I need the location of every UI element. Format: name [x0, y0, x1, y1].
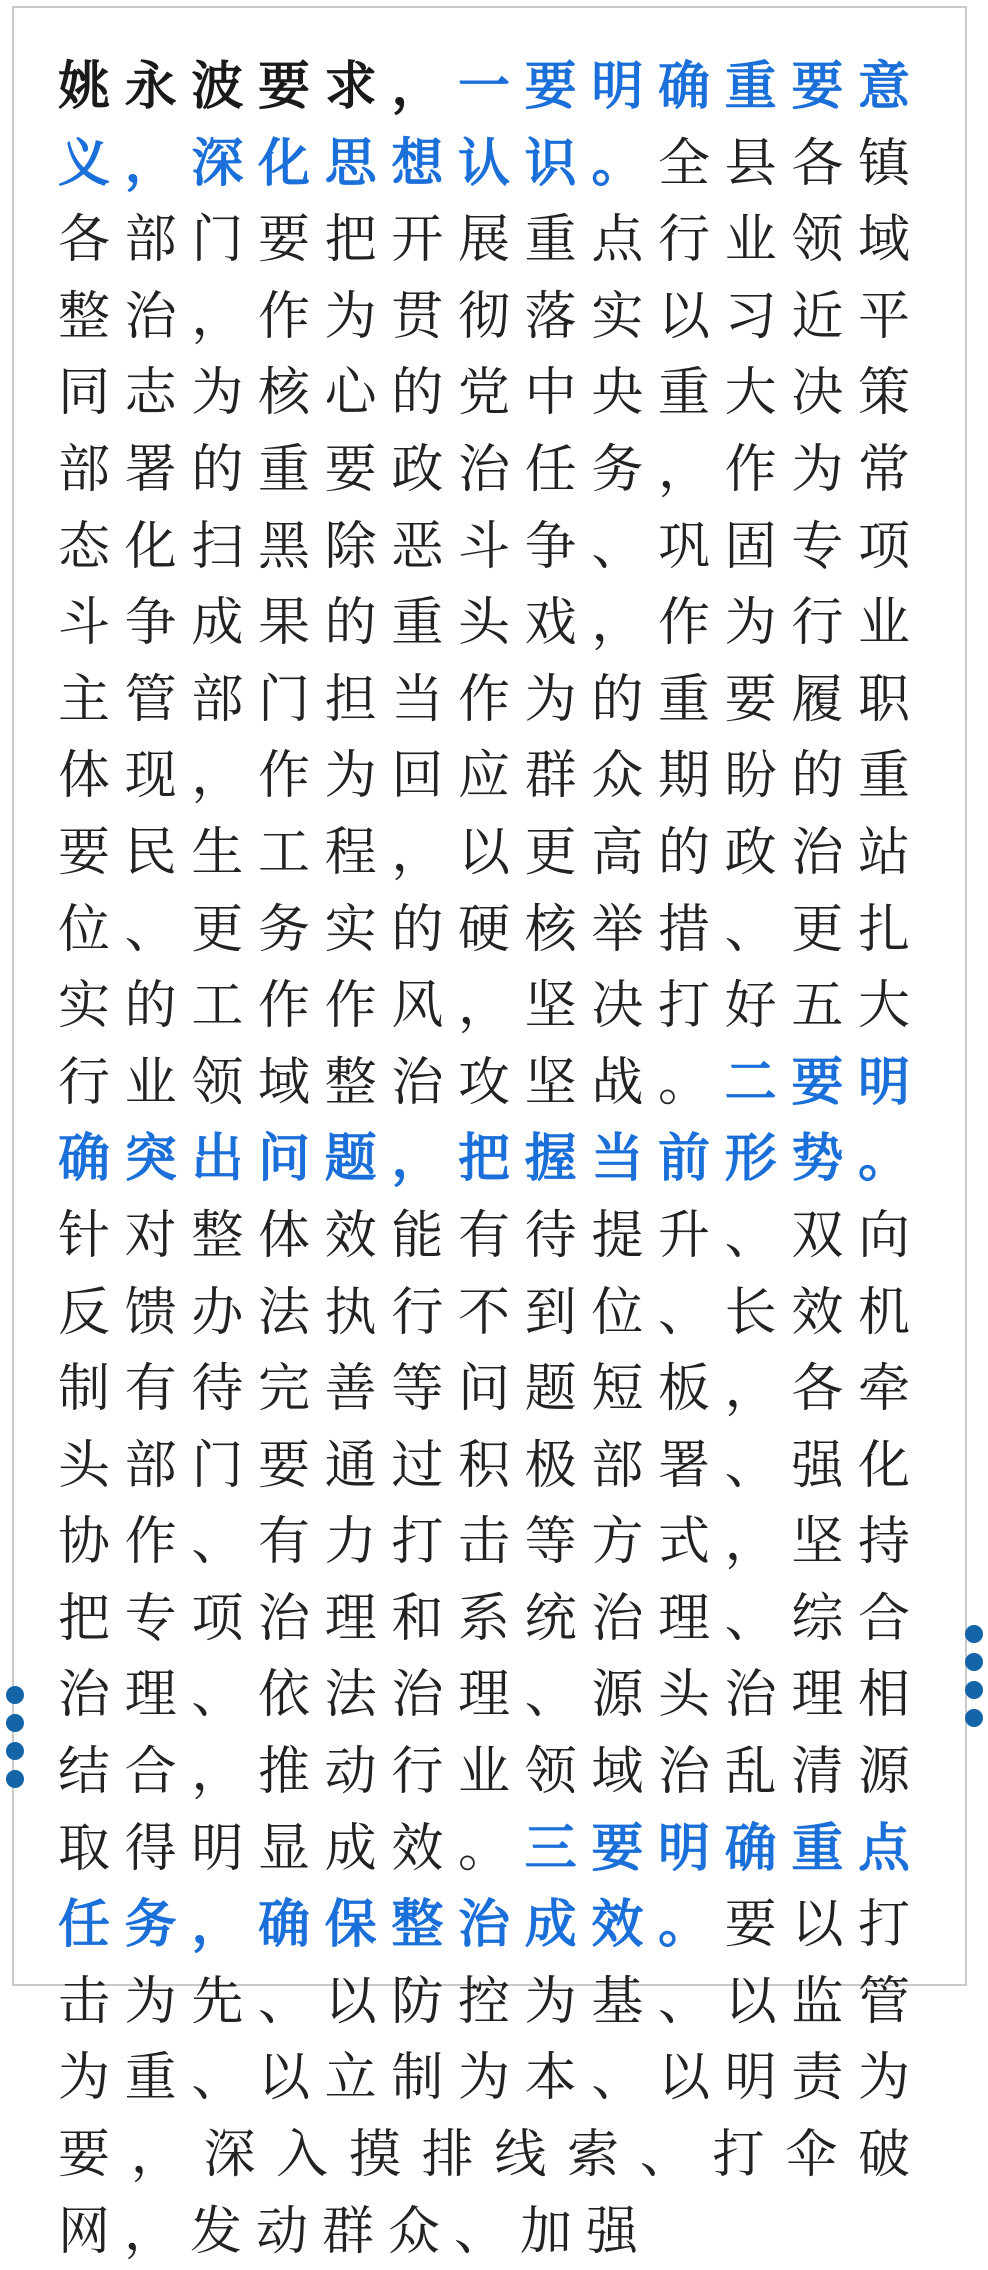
- dot-icon: [965, 1625, 983, 1643]
- emphasis-heading-3: 三要明确重点任务，确保整治成效。: [58, 1818, 924, 1956]
- dot-icon: [965, 1681, 983, 1699]
- decorative-dots-right: [965, 1625, 983, 1727]
- article-paragraph: [58, 49, 924, 2270]
- lead-text: 姚永波要求，: [58, 57, 458, 117]
- body-text-2: 针对整体效能有待提升、双向反馈办法执行不到位、长效机制有待完善等问题短板，各牵头部门要通过积极部署、强化协作、有力打击等方式，坚持把专项治理和系统治理、综合治理、依法治理、源头治理相结合，推动行业领域治乱清源取得明显成效。: [58, 1205, 924, 1879]
- dot-icon: [965, 1653, 983, 1671]
- dot-icon: [965, 1709, 983, 1727]
- decorative-dots-left: [6, 1686, 24, 1788]
- body-text-1: 全县各镇各部门要把开展重点行业领域整治，作为贯彻落实以习近平同志为核心的党中央重大决策部署的重要政治任务，作为常态化扫黑除恶斗争、巩固专项斗争成果的重头戏，作为行业主管部门担当作为的重要履职体现，作为回应群众期盼的重要民生工程，以更高的政治站位、更务实的硬核举措、更扎实的工作作风，坚决打好五大行业领域整治攻坚战。: [58, 133, 924, 1113]
- dot-icon: [6, 1714, 24, 1732]
- emphasis-heading-1: 一要明确重要意义，深化思想认识。: [58, 57, 924, 194]
- dot-icon: [6, 1742, 24, 1760]
- emphasis-heading-2: 二要明确突出问题，把握当前形势。: [58, 1052, 924, 1190]
- body-text-3: 要以打击为先、以防控为基、以监管为重、以立制为本、以明责为要，深入摸排线索、打伞破网，发动群众、加强: [58, 1895, 924, 2262]
- dot-icon: [6, 1686, 24, 1704]
- dot-icon: [6, 1770, 24, 1788]
